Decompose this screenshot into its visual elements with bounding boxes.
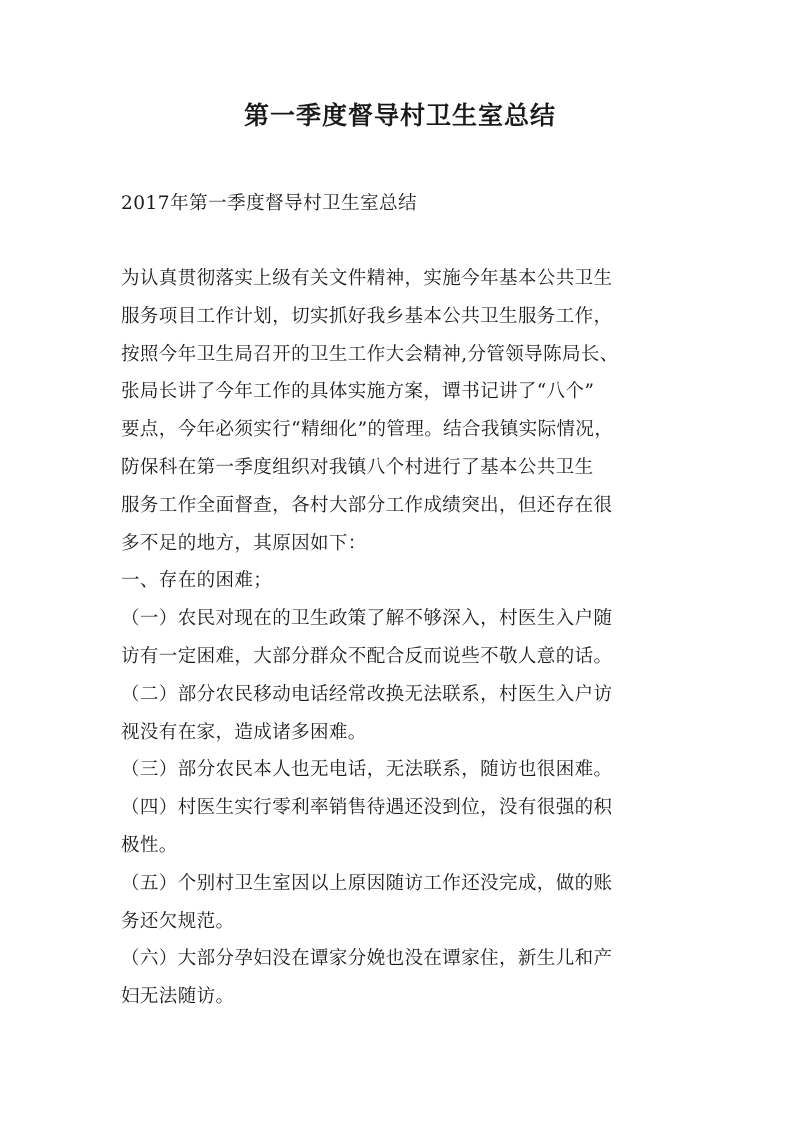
list-item: 极性。 <box>121 834 178 856</box>
document-body <box>121 260 691 1016</box>
list-item: 妇无法随访。 <box>121 986 235 1008</box>
list-item: （一）农民对现在的卫生政策了解不够深入，村医生入户随 <box>121 608 613 630</box>
document-subtitle: 2017年第一季度督导村卫生室总结 <box>121 193 418 214</box>
list-item: （四）村医生实行零利率销售待遇还没到位，没有很强的积 <box>121 797 613 819</box>
list-item: （二）部分农民移动电话经常改换无法联系，村医生入户访 <box>121 683 613 705</box>
body-line: 服务工作全面督查，各村大部分工作成绩突出，但还存在很 <box>121 494 613 516</box>
body-line: 张局长讲了今年工作的具体实施方案，谭书记讲了“八个” <box>121 381 595 403</box>
list-item: （六）大部分孕妇没在谭家分娩也没在谭家住，新生儿和产 <box>121 948 613 970</box>
list-item: 视没有在家，造成诸多困难。 <box>121 721 367 743</box>
body-line: 多不足的地方，其原因如下： <box>121 532 367 554</box>
body-line: 服务项目工作计划，切实抓好我乡基本公共卫生服务工作， <box>121 305 613 327</box>
document-title: 第一季度督导村卫生室总结 <box>243 101 556 130</box>
list-item: 访有一定困难，大部分群众不配合反而说些不敬人意的话。 <box>121 645 613 667</box>
list-item: （三）部分农民本人也无电话，无法联系，随访也很困难。 <box>121 759 613 781</box>
list-item: 务还欠规范。 <box>121 910 235 932</box>
section-heading: 一、存在的困难； <box>121 570 273 592</box>
body-line: 按照今年卫生局召开的卫生工作大会精神,分管领导陈局长、 <box>121 343 619 365</box>
body-line: 要点，今年必须实行“精细化”的管理。结合我镇实际情况， <box>121 419 614 441</box>
list-item: （五）个别村卫生室因以上原因随访工作还没完成，做的账 <box>121 872 613 894</box>
body-line: 为认真贯彻落实上级有关文件精神，实施今年基本公共卫生 <box>121 268 613 289</box>
body-line: 防保科在第一季度组织对我镇八个村进行了基本公共卫生 <box>121 456 594 478</box>
